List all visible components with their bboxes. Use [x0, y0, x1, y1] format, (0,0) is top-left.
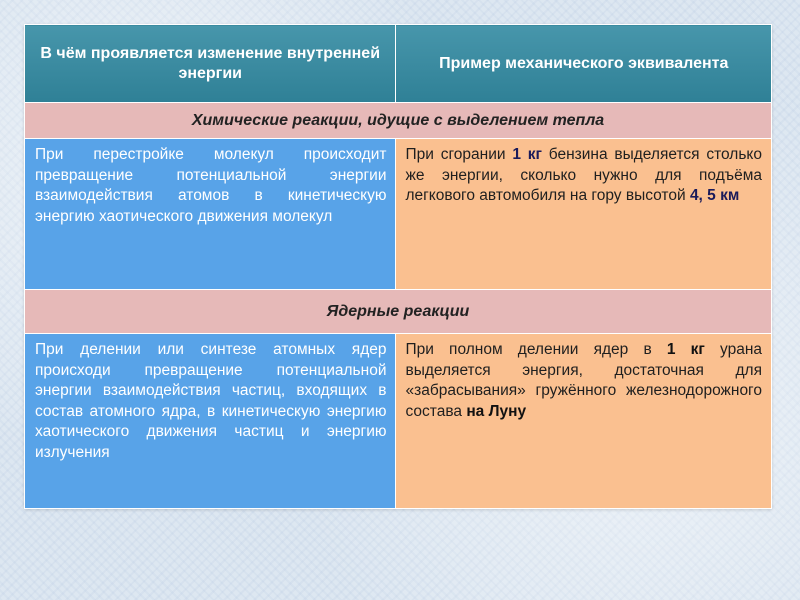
- chemical-example-text-2: бензина выделяется столько же энергии, сколько нужно для подъёма легкового автомобиля на гору высотой: [405, 146, 762, 204]
- chemical-example-value-1: 1 кг: [512, 146, 542, 163]
- cell-nuclear-example: [396, 334, 772, 509]
- header-left: В чём проявляется изменение внутренней энергии: [25, 25, 396, 103]
- cell-chemical-example: [396, 139, 772, 290]
- section-title-nuclear: Ядерные реакции: [25, 290, 772, 334]
- section-row-nuclear: [25, 290, 772, 334]
- nuclear-example-value-2: на Луну: [466, 402, 527, 420]
- cell-nuclear-description: При делении или синтезе атомных ядер происходи превращение потенциальной энергии взаимодействия частиц, входящих в состав атомного ядра, в кинетическую энергию хаотического движения частиц и энергию излучения: [25, 334, 396, 509]
- section-row-chemical: [25, 103, 772, 139]
- body-row-nuclear: [25, 334, 772, 509]
- nuclear-example-text-1: При полном делении ядер в: [405, 341, 667, 358]
- nuclear-example-text-2: урана выделяется энергия, достаточная для «забрасывания» гружённого железнодорожного состава: [405, 341, 763, 420]
- cell-chemical-description: При перестройке молекул происходит превращение потенциальной энергии взаимодействия атомов в кинетическую энергию хаотического движения молекул: [25, 139, 396, 290]
- energy-table: [24, 24, 772, 509]
- header-row: [25, 25, 772, 103]
- header-right: Пример механического эквивалента: [396, 25, 772, 103]
- chemical-example-text-1: При сгорании: [405, 146, 513, 163]
- nuclear-example-value-1: 1 кг: [666, 341, 705, 358]
- chemical-example-value-2: 4, 5 км: [689, 187, 740, 204]
- body-row-chemical: [25, 139, 772, 290]
- section-title-chemical: Химические реакции, идущие с выделением тепла: [25, 103, 772, 139]
